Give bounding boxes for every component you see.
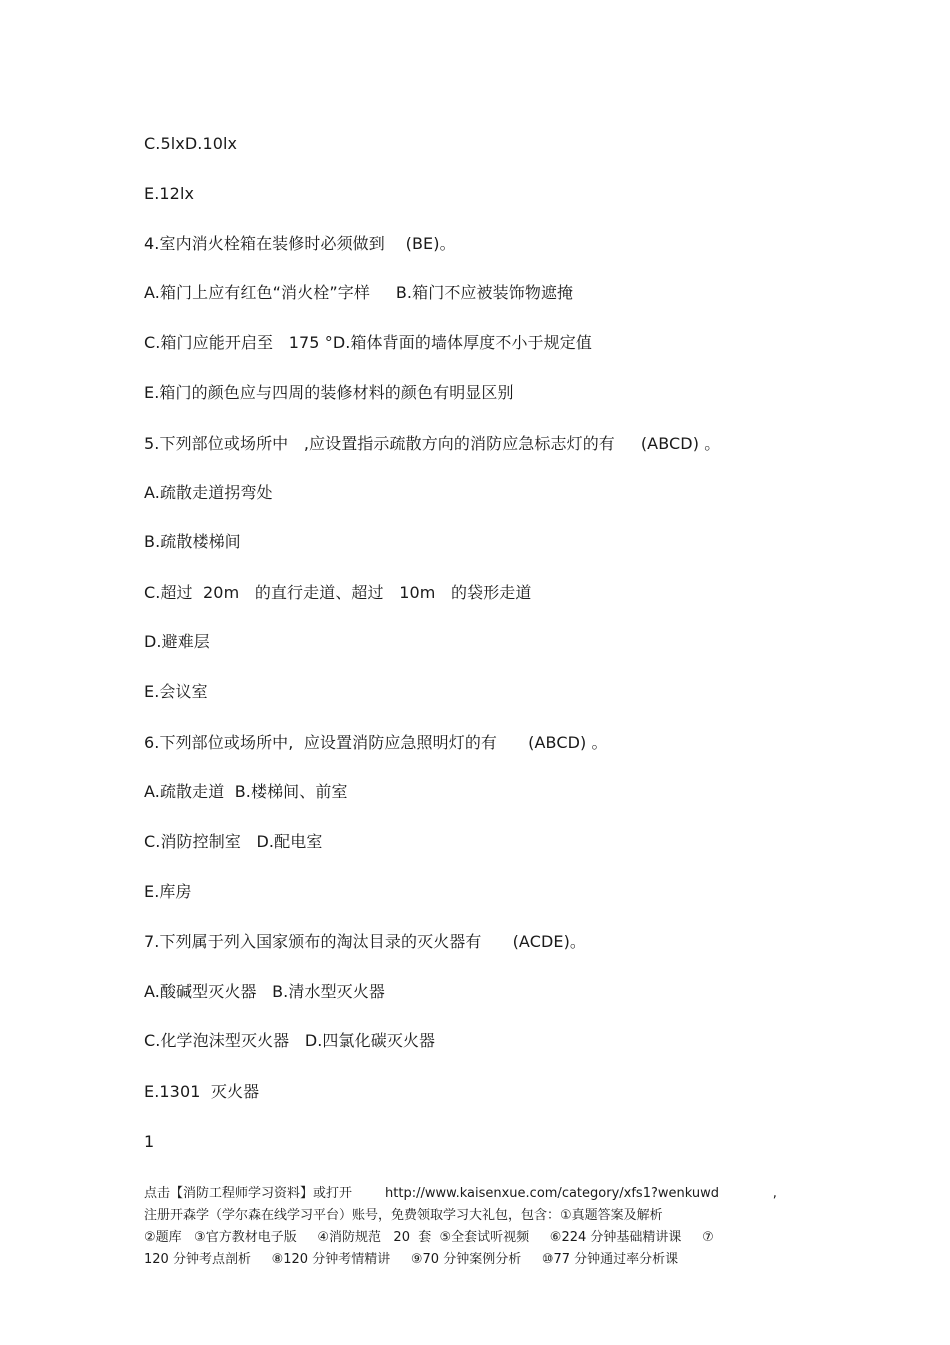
- text-line: C.箱门应能开启至 175 °D.箱体背面的墙体厚度不小于规定值: [144, 333, 592, 352]
- footer-link-line[interactable]: 点击【消防工程师学习资料】或打开 http://www.kaisenxue.com/category/xfs1?wenkuwd ,: [144, 1186, 777, 1201]
- text-line: C.超过 20m 的直行走道、超过 10m 的袋形走道: [144, 583, 532, 602]
- text-line: C.消防控制室 D.配电室: [144, 832, 323, 851]
- promo-footer: [144, 1183, 814, 1271]
- question-4: 4.室内消火栓箱在装修时必须做到 (BE)。: [144, 234, 456, 253]
- text-line: C.化学泡沫型灭火器 D.四氯化碳灭火器: [144, 1031, 436, 1050]
- footer-text-line: 注册开森学（学尔森在线学习平台）账号，免费领取学习大礼包，包含：①真题答案及解析: [144, 1208, 663, 1223]
- text-line: A.箱门上应有红色“消火栓”字样 B.箱门不应被装饰物遮掩: [144, 283, 574, 302]
- text-line: B.疏散楼梯间: [144, 532, 241, 551]
- page-number: 1: [144, 1132, 155, 1151]
- text-line: A.疏散走道 B.楼梯间、前室: [144, 782, 348, 801]
- footer-text-line: ②题库 ③官方教材电子版 ④消防规范 20 套 ⑤全套试听视频 ⑥224 分钟基础精讲课 ⑦: [144, 1230, 714, 1245]
- text-line: E.1301 灭火器: [144, 1082, 260, 1101]
- text-line: E.会议室: [144, 682, 208, 701]
- text-line: E.12lx: [144, 184, 195, 203]
- text-line: A.酸碱型灭火器 B.清水型灭火器: [144, 982, 385, 1001]
- text-line: E.库房: [144, 882, 192, 901]
- question-7: 7.下列属于列入国家颁布的淘汰目录的灭火器有 (ACDE)。: [144, 932, 587, 951]
- text-line: C.5lxD.10lx: [144, 134, 238, 153]
- text-line: D.避难层: [144, 632, 210, 651]
- text-line: E.箱门的颜色应与四周的装修材料的颜色有明显区别: [144, 383, 514, 402]
- question-5: 5.下列部位或场所中 ,应设置指示疏散方向的消防应急标志灯的有 (ABCD) 。: [144, 434, 721, 453]
- footer-text-line: 120 分钟考点剖析 ⑧120 分钟考情精讲 ⑨70 分钟案例分析 ⑩77 分钟通过率分析课: [144, 1252, 679, 1267]
- question-6: 6.下列部位或场所中, 应设置消防应急照明灯的有 (ABCD) 。: [144, 733, 608, 752]
- text-line: A.疏散走道拐弯处: [144, 483, 273, 502]
